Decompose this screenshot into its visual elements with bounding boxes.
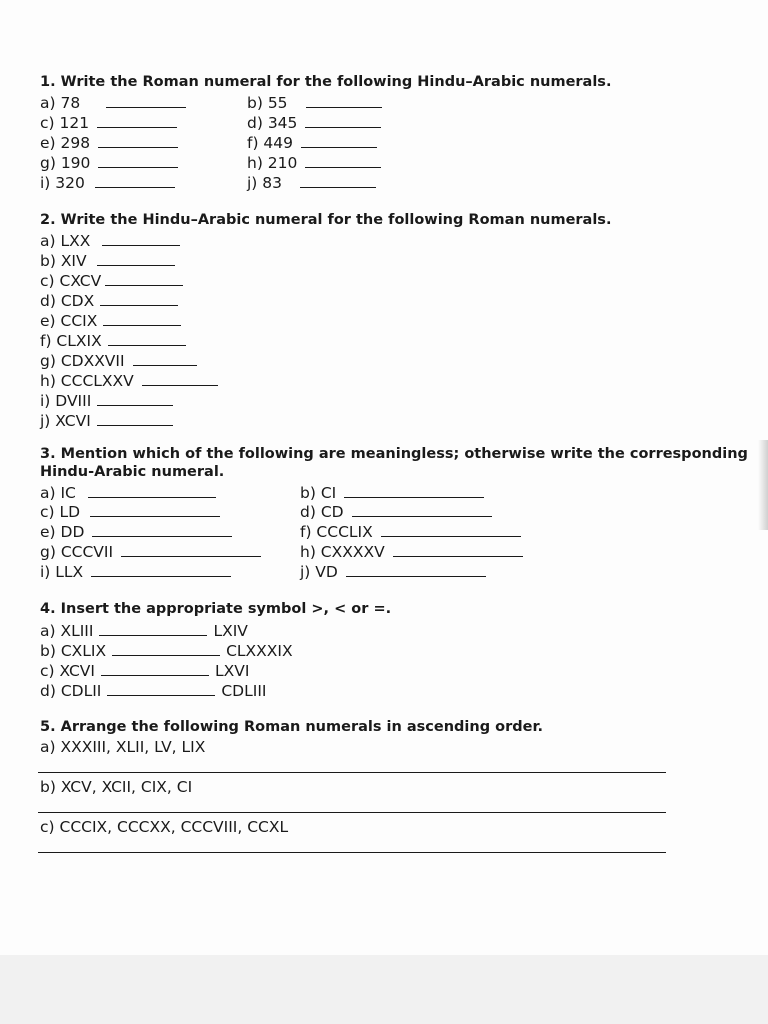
page-edge-shadow [758,440,768,530]
answer-blank[interactable] [92,522,232,537]
q2-heading: 2. Write the Hindu–Arabic numeral for the following Roman numerals. [40,212,612,228]
q1-item-b [247,93,382,113]
q3-item-d [300,502,492,522]
q1-item-j [247,173,376,193]
q1-item-h [247,153,381,173]
answer-line[interactable] [38,852,666,853]
symbol-blank[interactable] [112,641,220,656]
answer-blank[interactable] [90,502,220,517]
q3-item-j [300,562,486,582]
answer-blank[interactable] [142,371,218,386]
q1-item-e [40,133,178,153]
q3-item-label: a) IC [40,484,76,502]
q3-item-label: j) VD [300,563,338,581]
q2-item-label: d) CDX [40,292,95,310]
q4-left-numeral: d) CDLII [40,682,102,700]
answer-blank[interactable] [102,231,180,246]
q4-left-numeral: b) CXLIX [40,642,107,660]
answer-blank[interactable] [88,483,216,498]
q4-right-numeral: CLXXXIX [226,642,293,660]
q4-item [40,661,249,681]
q2-item [40,351,197,371]
q2-item-label: g) CDXXVII [40,352,125,370]
answer-blank[interactable] [344,483,484,498]
q5-item: c) CCCIX, CCCXX, CCCVIII, CCXL [40,818,289,836]
q3-item-e [40,522,232,542]
q1-item-c [40,113,177,133]
q1-item-label: i) 320 [40,174,85,192]
q1-heading: 1. Write the Roman numeral for the following Hindu–Arabic numerals. [40,74,612,90]
q3-item-f [300,522,521,542]
q1-item-i [40,173,175,193]
q2-item-label: h) CCCLXXV [40,372,134,390]
q1-item-label: a) 78 [40,94,81,112]
answer-line[interactable] [38,812,666,813]
answer-blank[interactable] [103,311,181,326]
background-band [0,955,768,1024]
answer-blank[interactable] [352,502,492,517]
q3-item-label: b) CI [300,484,337,502]
q2-item [40,411,173,431]
q4-item [40,641,293,661]
q1-item-label: d) 345 [247,114,298,132]
q3-item-a [40,483,216,503]
q3-heading: 3. Mention which of the following are meaningless; otherwise write the corresponding Hindu-Arabic numeral. [40,446,748,480]
q2-item-label: e) CCIX [40,312,98,330]
q3-item-h [300,542,523,562]
q4-item [40,621,248,641]
q4-right-numeral: LXVI [214,662,250,680]
q1-item-label: e) 298 [40,134,91,152]
q1-item-label: b) 55 [247,94,288,112]
q5-item: b) XCV, XCII, CIX, CI [40,778,193,796]
q3-item-label: d) CD [300,503,344,521]
answer-blank[interactable] [133,351,197,366]
symbol-blank[interactable] [101,661,209,676]
q1-item-g [40,153,178,173]
q2-item [40,331,186,351]
answer-blank[interactable] [305,113,381,128]
symbol-blank[interactable] [99,621,207,636]
q2-item [40,291,178,311]
q4-left-numeral: a) XLIII [40,622,94,640]
answer-blank[interactable] [305,153,381,168]
q1-item-f [247,133,377,153]
answer-blank[interactable] [121,542,261,557]
q5-item: a) XXXIII, XLII, LV, LIX [40,738,206,756]
answer-blank[interactable] [108,331,186,346]
answer-blank[interactable] [97,251,175,266]
q3-item-g [40,542,261,562]
answer-blank[interactable] [346,562,486,577]
symbol-blank[interactable] [107,681,215,696]
answer-line[interactable] [38,772,666,773]
q4-right-numeral: CDLIII [221,682,267,700]
q3-item-label: g) CCCVII [40,543,114,561]
q2-item [40,271,183,291]
q5-heading: 5. Arrange the following Roman numerals in ascending order. [40,719,544,735]
answer-blank[interactable] [105,271,183,286]
q3-item-b [300,483,484,503]
q2-item-label: c) CXCV [40,272,102,290]
answer-blank[interactable] [381,522,521,537]
answer-blank[interactable] [393,542,523,557]
q3-item-label: e) DD [40,523,85,541]
answer-blank[interactable] [106,93,186,108]
answer-blank[interactable] [100,291,178,306]
q2-item [40,371,218,391]
answer-blank[interactable] [95,173,175,188]
q2-item-label: f) CLXIX [40,332,102,350]
answer-blank[interactable] [97,113,177,128]
q3-item-label: c) LD [40,503,81,521]
q1-item-d [247,113,381,133]
answer-blank[interactable] [98,153,178,168]
answer-blank[interactable] [306,93,382,108]
q1-item-label: g) 190 [40,154,91,172]
q3-item-c [40,502,220,522]
answer-blank[interactable] [301,133,377,148]
q2-item [40,231,180,251]
q2-item [40,251,175,271]
q2-item-label: j) XCVI [40,412,91,430]
q4-heading: 4. Insert the appropriate symbol >, < or =. [40,601,392,617]
q2-item [40,391,173,411]
q2-item-label: b) XIV [40,252,87,270]
answer-blank[interactable] [97,411,173,426]
answer-blank[interactable] [98,133,178,148]
q3-item-label: h) CXXXXV [300,543,385,561]
answer-blank[interactable] [91,562,231,577]
q1-item-label: h) 210 [247,154,298,172]
q2-item [40,311,181,331]
q4-right-numeral: LXIV [213,622,248,640]
q1-item-label: c) 121 [40,114,90,132]
q3-item-label: i) LLX [40,563,84,581]
q4-item [40,681,266,701]
q2-item-label: i) DVIII [40,392,92,410]
q1-item-a [40,93,186,113]
q4-left-numeral: c) XCVI [40,662,95,680]
answer-blank[interactable] [97,391,173,406]
q1-item-label: f) 449 [247,134,294,152]
q3-item-i [40,562,231,582]
answer-blank[interactable] [300,173,376,188]
q3-item-label: f) CCCLIX [300,523,373,541]
q1-item-label: j) 83 [247,174,283,192]
q2-item-label: a) LXX [40,232,91,250]
